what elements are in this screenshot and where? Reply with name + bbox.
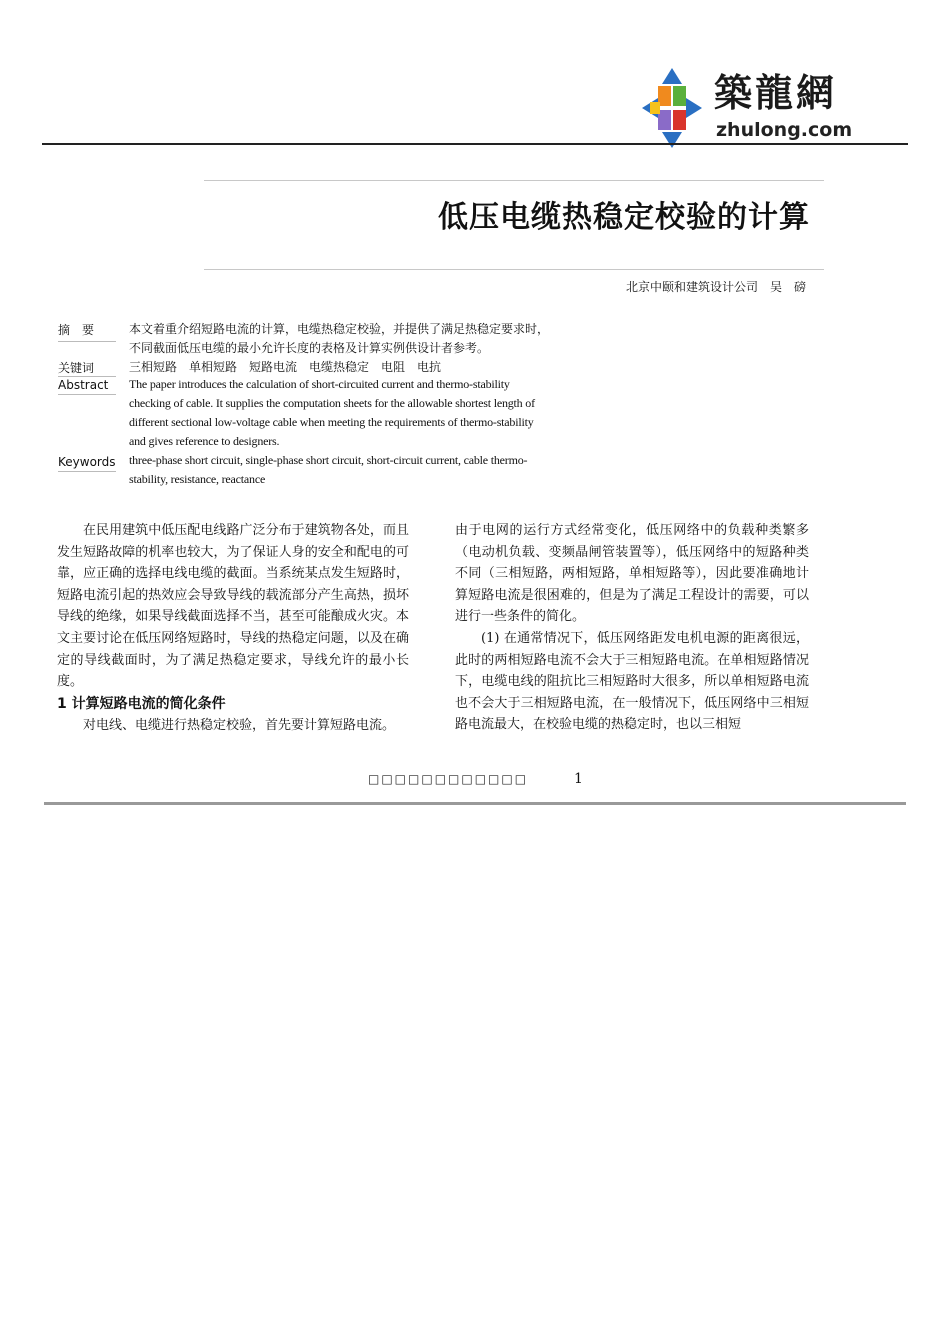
zhulong-logo-mark-icon [640, 66, 704, 150]
label-divider [58, 341, 116, 342]
abstract-en-text: The paper introduces the calculation of short-circuited current and thermo-stability checking of cable. It supplies the computation sheets for the allowable shortest length of different sectional low-voltage cable when meeting the requirements of thermo-stability and gives reference to designers. [129, 377, 535, 448]
body-right-column [455, 520, 809, 736]
body-left-column [57, 520, 409, 736]
logo-domain-text: zhulong.com [716, 119, 853, 141]
header-rule [42, 143, 908, 145]
keywords-en-text: three-phase short circuit, single-phase short circuit, short-circuit current, cable thermo-stability, resistance, reactance [129, 453, 528, 486]
footer-text: □□□□□□□□□□□□ [368, 772, 529, 786]
article-title: 低压电缆热稳定校验的计算 [438, 200, 810, 235]
body-paragraph: 对电线、电缆进行热稳定校验，首先要计算短路电流。 [83, 717, 396, 733]
logo-chinese-text: 築龍網 [714, 70, 838, 115]
keywords-cn-text: 三相短路 单相短路 短路电流 电缆热稳定 电阻 电抗 [129, 360, 442, 374]
label-divider [58, 394, 116, 395]
section-heading: 1 计算短路电流的简化条件 [57, 695, 226, 712]
keywords-cn-label: 关键词 [58, 361, 95, 375]
body-paragraph: (1) 在通常情况下，低压网络距发电机电源的距离很远，此时的两相短路电流不会大于三相短路电流。在单相短路情况下，电缆电线的阻抗比三相短路时大很多，所以单相短路电流也不会大于三相短路电流，在一般情况下，低压网络中三相短路电流最大，在校验电缆的热稳定时，也以三相短 [455, 630, 809, 733]
body-paragraph: 由于电网的运行方式经常变化，低压网络中的负载种类繁多（电动机负载、变频晶闸管装置等），低压网络中的短路种类不同（三相短路，两相短路，单相短路等），因此要准确地计算短路电流是很困难的，但是为了满足工程设计的需要，可以进行一些条件的简化。 [455, 523, 809, 625]
keywords-en-label: Keywords [58, 455, 116, 469]
abstract-cn-label: 摘 要 [58, 323, 95, 337]
title-bottom-rule [204, 269, 824, 270]
footer-rule [44, 802, 906, 805]
zhulong-logo [640, 66, 853, 150]
page-number: 1 [574, 771, 583, 787]
article-author: 北京中颐和建筑设计公司 吴 磅 [625, 280, 806, 294]
abstract-cn-text: 本文着重介绍短路电流的计算，电缆热稳定校验，并提供了满足热稳定要求时，不同截面低压电缆的最小允许长度的表格及计算实例供设计者参考。 [129, 322, 550, 355]
body-paragraph: 在民用建筑中低压配电线路广泛分布于建筑物各处，而且发生短路故障的机率也较大，为了保证人身的安全和配电的可靠，应正确的选择电线电缆的截面。当系统某点发生短路时，短路电流引起的热效应会导致导线的载流部分产生高热，损坏导线的绝缘，如果导线截面选择不当，甚至可能酿成火灾。本文主要讨论在低压网络短路时，导线的热稳定问题，以及在确定的导线截面时，为了满足热稳定要求，导线允许的最小长度。 [57, 523, 409, 690]
title-top-rule [204, 180, 824, 181]
label-divider [58, 471, 116, 472]
abstract-en-label: Abstract [58, 378, 109, 392]
